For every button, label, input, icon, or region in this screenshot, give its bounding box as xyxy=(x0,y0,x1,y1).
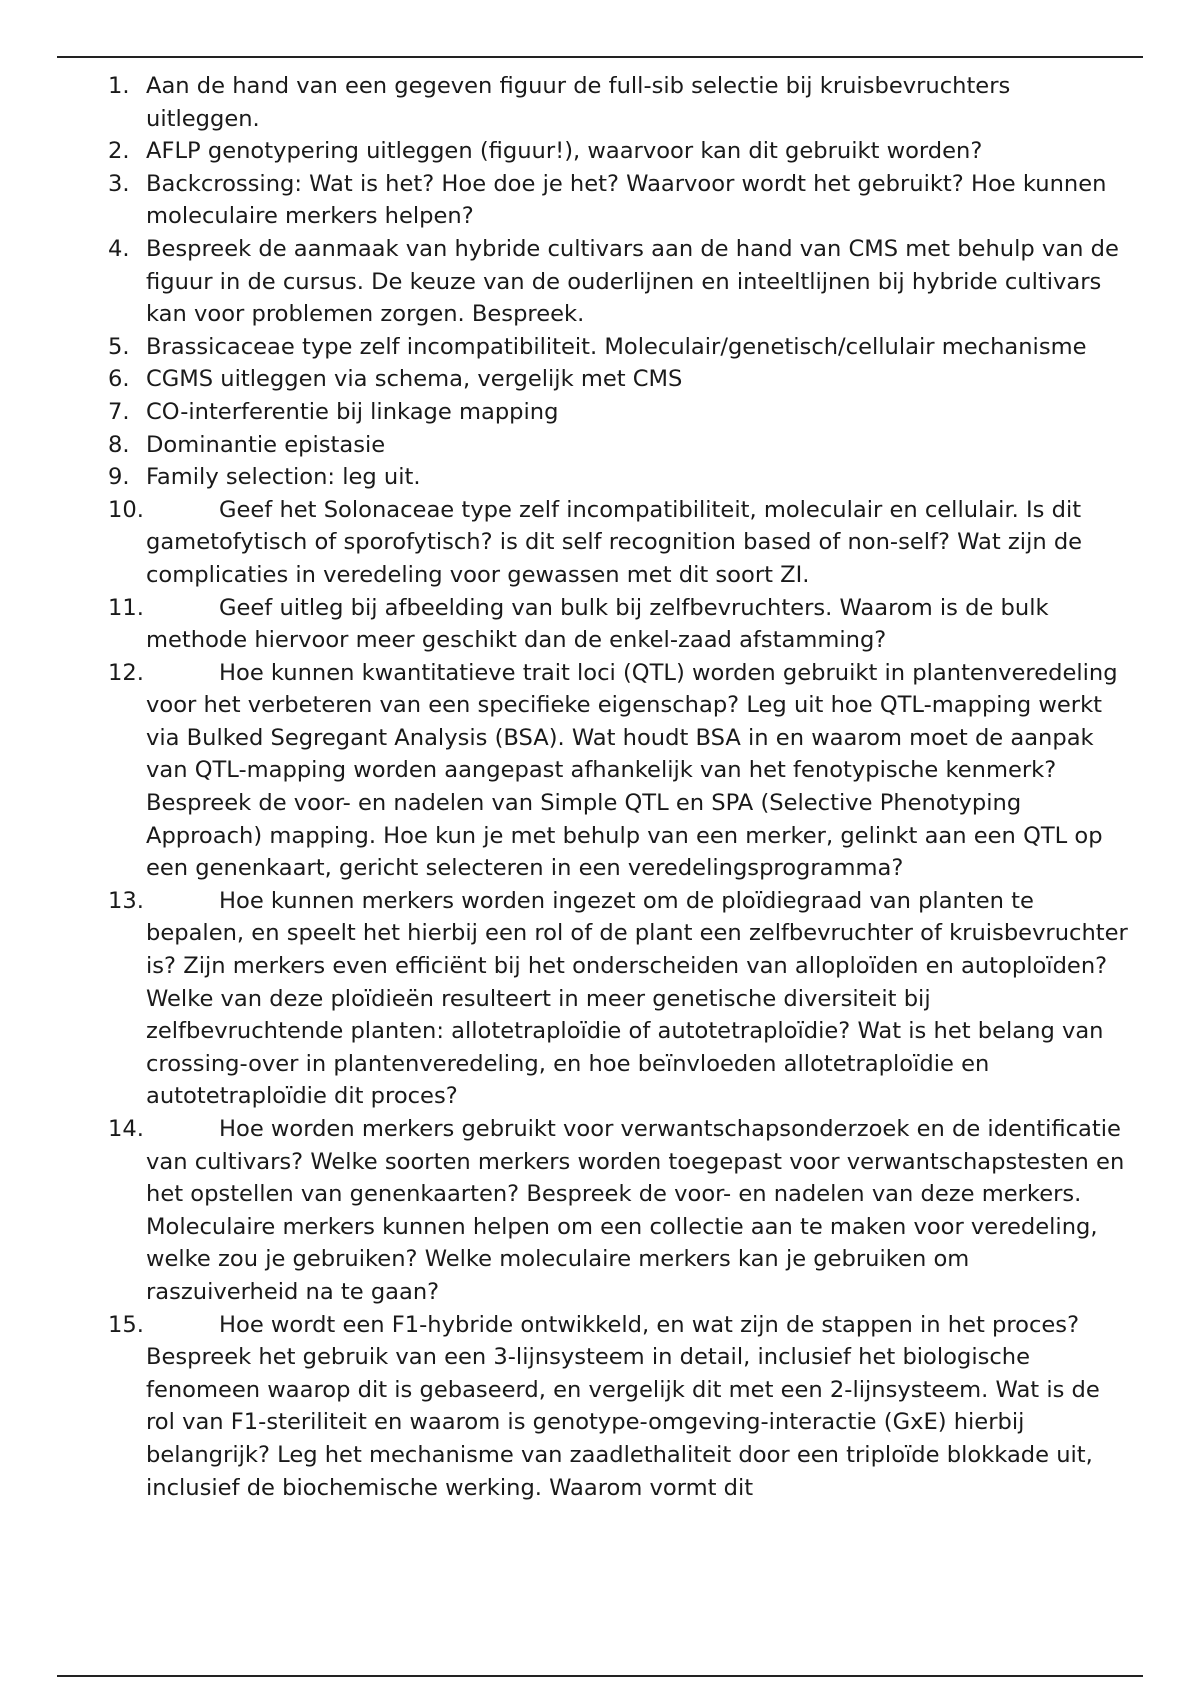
footer-rule xyxy=(57,1675,1143,1677)
question-number: 6. xyxy=(108,366,130,393)
question-text: Family selection: leg uit. xyxy=(146,464,421,491)
question-number: 14. xyxy=(108,1116,144,1142)
question-text: Geef het Solonaceae type zelf incompatibiliteit, moleculair en cellulair. Is dit gametofytisch of sporofytisch? is dit self recognition based of non-self? Wat zijn de complicaties in veredeling voor gewassen met dit soort ZI. xyxy=(146,496,1083,588)
question-text: Brassicaceae type zelf incompatibiliteit. Moleculair/genetisch/cellulair mechanisme xyxy=(146,333,1087,360)
question-number: 4. xyxy=(108,235,130,262)
question-item xyxy=(108,396,1128,429)
question-text: Hoe kunnen merkers worden ingezet om de ploïdiegraad van planten te bepalen, en speelt het hierbij een rol of de plant een zelfbevruchter of kruisbevruchter is? Zijn merkers even efficiënt bij het onderscheiden van alloploïden en autoploïden? Welke van deze ploïdieën resulteert in meer genetische diversiteit bij zelfbevruchtende planten: allotetraploïdie of autotetraploïdie? Wat is het belang van crossing-over in plantenveredeling, en hoe beïnvloeden allotetraploïdie en autotetraploïdie dit proces? xyxy=(146,887,1128,1110)
question-item xyxy=(108,657,1128,885)
question-number: 13. xyxy=(108,887,144,914)
question-number: 15. xyxy=(108,1311,144,1338)
question-item xyxy=(108,429,1128,462)
question-number: 7. xyxy=(108,398,130,425)
question-number: 5. xyxy=(108,333,130,360)
question-item xyxy=(108,168,1128,233)
question-list xyxy=(108,70,1128,1504)
question-item xyxy=(108,331,1128,364)
question-text: Hoe wordt een F1-hybride ontwikkeld, en wat zijn de stappen in het proces? Bespreek het gebruik van een 3-lijnsysteem in detail, inclusief het biologische fenomeen waarop dit is gebaseerd, en vergelijk dit met een 2-lijnsysteem. Wat is de rol van F1-steriliteit en waarom is genotype-omgeving-interactie (GxE) hierbij belangrijk? Leg het mechanisme van zaadlethaliteit door een triploïde blokkade uit, inclusief de biochemische werking. Waarom vormt dit xyxy=(146,1311,1100,1501)
question-text: Hoe worden merkers gebruikt voor verwantschapsonderzoek en de identificatie van cultivars? Welke soorten merkers worden toegepast voor verwantschapstesten en het opstellen van genenkaarten? Bespreek de voor- en nadelen van deze merkers. Moleculaire merkers kunnen helpen om een collectie aan te maken voor veredeling, welke zou je gebruiken? Welke moleculaire merkers kan je gebruiken om raszuiverheid na te gaan? xyxy=(146,1116,1125,1305)
question-text: Hoe kunnen kwantitatieve trait loci (QTL) worden gebruikt in plantenveredeling voor het verbeteren van een specifieke eigenschap? Leg uit hoe QTL-mapping werkt via Bulked Segregant Analysis (BSA). Wat houdt BSA in en waarom moet de aanpak van QTL-mapping worden aangepast afhankelijk van het fenotypische kenmerk? Bespreek de voor- en nadelen van Simple QTL en SPA (Selective Phenotyping Approach) mapping. Hoe kun je met behulp van een merker, gelinkt aan een QTL op een genenkaart, gericht selecteren in een veredelingsprogramma? xyxy=(146,659,1118,882)
question-item xyxy=(108,461,1128,494)
question-item xyxy=(108,592,1128,657)
question-text: AFLP genotypering uitleggen (figuur!), waarvoor kan dit gebruikt worden? xyxy=(146,138,983,165)
question-number: 2. xyxy=(108,138,130,165)
question-number: 12. xyxy=(108,659,144,686)
question-number: 11. xyxy=(108,594,144,621)
question-text: Aan de hand van een gegeven figuur de full-sib selectie bij kruisbevruchters uitleggen. xyxy=(146,73,1011,132)
question-item xyxy=(108,885,1128,1113)
question-text: Backcrossing: Wat is het? Hoe doe je het? Waarvoor wordt het gebruikt? Hoe kunnen moleculaire merkers helpen? xyxy=(146,170,1107,230)
question-number: 9. xyxy=(108,464,130,491)
question-item xyxy=(108,494,1128,592)
question-text: CO-interferentie bij linkage mapping xyxy=(146,398,559,425)
question-text: Dominantie epistasie xyxy=(146,431,386,458)
question-item xyxy=(108,1113,1128,1309)
question-text: CGMS uitleggen via schema, vergelijk met CMS xyxy=(146,366,683,393)
question-number: 1. xyxy=(108,73,130,99)
question-number: 3. xyxy=(108,170,130,197)
question-item xyxy=(108,135,1128,168)
question-item xyxy=(108,1309,1128,1505)
question-item xyxy=(108,233,1128,331)
question-text: Geef uitleg bij afbeelding van bulk bij zelfbevruchters. Waarom is de bulk methode hiervoor meer geschikt dan de enkel-zaad afstamming? xyxy=(146,594,1049,654)
question-text: Bespreek de aanmaak van hybride cultivars aan de hand van CMS met behulp van de figuur in de cursus. De keuze van de ouderlijnen en inteeltlijnen bij hybride cultivars kan voor problemen zorgen. Bespreek. xyxy=(146,235,1119,328)
header-rule xyxy=(57,56,1143,58)
question-number: 10. xyxy=(108,496,144,523)
question-number: 8. xyxy=(108,431,130,458)
question-item xyxy=(108,363,1128,396)
question-item xyxy=(108,70,1128,135)
